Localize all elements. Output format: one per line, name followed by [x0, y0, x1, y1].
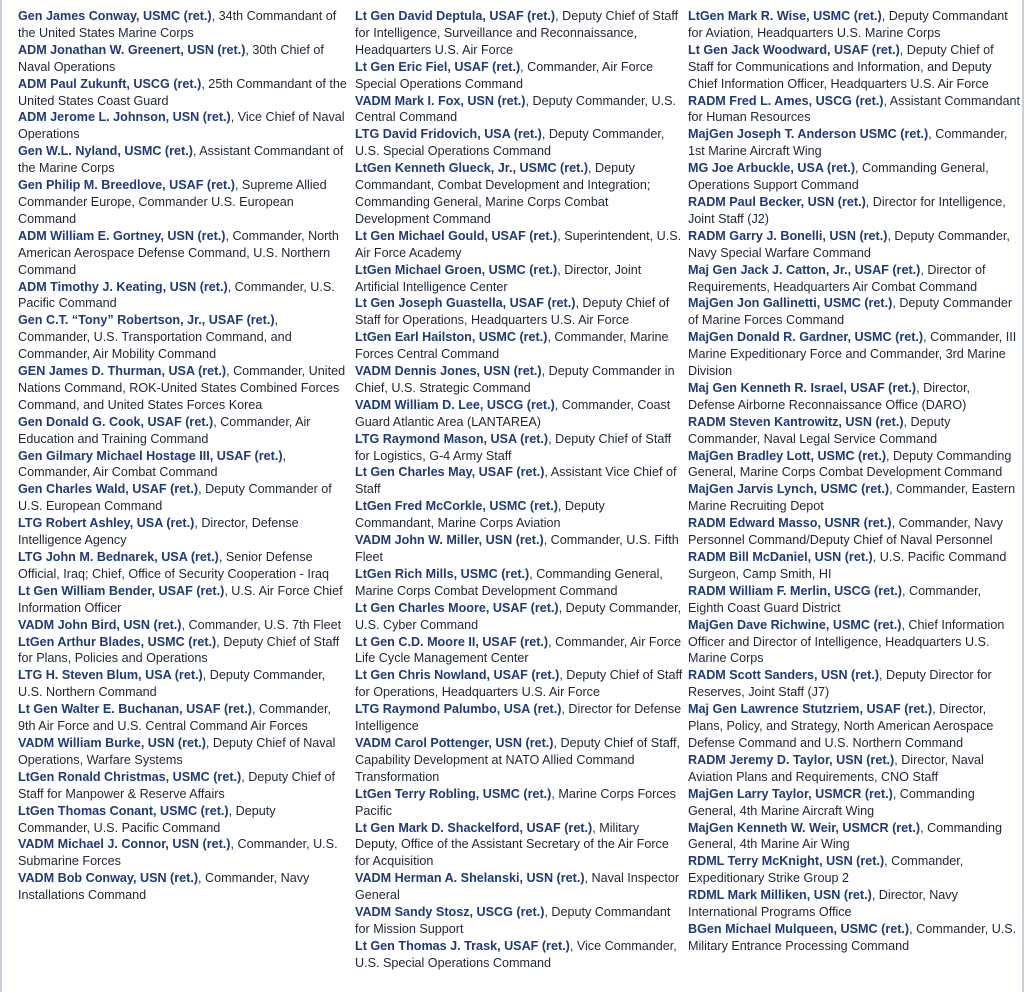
signatory-entry	[18, 481, 348, 515]
signatory-title: , Commander, 9th Air Force and U.S. Central Command Air Forces	[18, 702, 332, 734]
signatory-title: , Deputy Chief of Staff for Plans, Policies and Operations	[18, 634, 340, 666]
signatory-name: VADM Bob Conway, USN (ret.)	[18, 871, 199, 886]
signatory-title: , Deputy Commanding General, Marine Corps Combat Development Command	[688, 448, 1012, 480]
signatory-name: RADM Fred L. Ames, USCG (ret.)	[688, 93, 884, 108]
signatory-title: , Commander, U.S. 7th Fleet	[181, 617, 342, 632]
signatory-name: Gen Charles Wald, USAF (ret.)	[18, 482, 199, 497]
signatory-name: MajGen Larry Taylor, USMCR (ret.)	[688, 786, 893, 801]
signatory-entry	[688, 448, 1020, 482]
signatory-name: Gen Philip M. Breedlove, USAF (ret.)	[18, 178, 235, 193]
signatory-name: LTG Robert Ashley, USA (ret.)	[18, 516, 195, 531]
signatory-entry	[688, 752, 1020, 786]
signatory-entry	[688, 701, 1020, 752]
signatory-name: Lt Gen Thomas J. Trask, USAF (ret.)	[355, 938, 570, 953]
signatory-name: VADM John W. Miller, USN (ret.)	[355, 533, 544, 548]
signatory-name: MajGen Jarvis Lynch, USMC (ret.)	[688, 482, 890, 497]
signatory-title: , Commander, U.S. Submarine Forces	[18, 837, 338, 869]
signatory-title: , 34th Commandant of the United States Marine Corps	[18, 9, 337, 40]
signatory-title: , U.S. Air Force Chief Information Officer	[18, 583, 343, 615]
signatory-title: , Vice Chief of Naval Operations	[18, 110, 345, 142]
signatory-entry	[18, 769, 348, 803]
signatory-name: MajGen Joseph T. Anderson USMC (ret.)	[688, 127, 929, 142]
signatory-entry	[18, 177, 348, 228]
signatory-entry	[355, 532, 685, 566]
signatory-title: , Deputy Commander of Marine Forces Command	[688, 296, 1013, 328]
signatory-entry	[688, 617, 1020, 668]
signatory-name: ADM Paul Zukunft, USCG (ret.)	[18, 76, 202, 91]
signatory-entry	[355, 667, 685, 701]
signatory-title: , Director, Naval Aviation Plans and Requirements, CNO Staff	[688, 752, 984, 784]
signatory-title: , Superintendent, U.S. Air Force Academy	[355, 228, 682, 260]
signatory-title: , Commander, Navy Installations Command	[18, 871, 310, 903]
signatory-entry	[18, 448, 348, 482]
signatory-title: , Assistant Commandant of the Marine Corps	[18, 144, 344, 176]
column-1	[18, 8, 348, 904]
signatory-entry	[688, 329, 1020, 380]
signatory-entry	[18, 701, 348, 735]
signatory-name: LtGen Thomas Conant, USMC (ret.)	[18, 803, 229, 818]
signatory-entry	[18, 279, 348, 313]
signatory-entry	[688, 414, 1020, 448]
signatory-entry	[355, 228, 685, 262]
signatory-entry	[355, 363, 685, 397]
signatory-name: Lt Gen Michael Gould, USAF (ret.)	[355, 228, 558, 243]
signatory-entry	[18, 8, 348, 42]
signatory-title: , Deputy Commandant for Mission Support	[355, 905, 671, 936]
signatory-title: , Commanding General, 4th Marine Air Wing	[688, 820, 1002, 852]
signatory-title: , Deputy Chief of Staff, Capability Development at NATO Allied Command Transformation	[355, 735, 680, 784]
signatory-title: , U.S. Pacific Command Surgeon, Camp Smith, HI	[688, 550, 1007, 581]
signatory-entry	[688, 228, 1020, 262]
signatory-title: , Commander, Air Education and Training Command	[18, 414, 311, 446]
signatory-entry	[355, 600, 685, 634]
signatory-entry	[688, 853, 1020, 887]
signatory-name: Maj Gen Lawrence Stutzriem, USAF (ret.)	[688, 702, 933, 717]
signatory-entry	[688, 515, 1020, 549]
signatory-title: , Chief Information Officer and Director of Intelligence, Headquarters U.S. Marine Corps	[688, 617, 1005, 666]
signatory-title: , 30th Chief of Naval Operations	[18, 42, 324, 74]
signatory-title: , 25th Commandant of the United States Coast Guard	[18, 76, 347, 108]
signatory-title: , Commander, Eighth Coast Guard District	[688, 583, 982, 615]
signatory-entry	[355, 904, 685, 938]
signatory-title: , Commander, Expeditionary Strike Group 2	[688, 854, 964, 886]
signatory-title: , Commanding General, Marine Corps Combat Development Command	[355, 566, 663, 598]
signatory-name: LTG H. Steven Blum, USA (ret.)	[18, 668, 203, 683]
signatory-title: , Commander, III Marine Expeditionary Force and Commander, 3rd Marine Division	[688, 330, 1017, 379]
signatory-name: LtGen Mark R. Wise, USMC (ret.)	[688, 9, 882, 23]
signatory-entry	[18, 870, 348, 904]
signatory-name: MajGen Kenneth W. Weir, USMCR (ret.)	[688, 820, 921, 835]
signatory-title: , Assistant Vice Chief of Staff	[355, 465, 677, 497]
signatory-entry	[688, 42, 1020, 93]
signatory-name: MajGen Donald R. Gardner, USMC (ret.)	[688, 330, 924, 345]
signatory-name: Lt Gen Joseph Guastella, USAF (ret.)	[355, 296, 576, 311]
signatory-title: , Naval Inspector General	[355, 871, 680, 903]
signatory-entry	[688, 194, 1020, 228]
signatory-name: VADM Michael J. Connor, USN (ret.)	[18, 837, 231, 852]
signatory-title: , Deputy Chief of Staff for Logistics, G-4 Army Staff	[355, 431, 672, 463]
signatory-title: , Deputy Commander of U.S. European Command	[18, 482, 332, 514]
signatory-title: , Commander, U.S. Fifth Fleet	[355, 533, 679, 564]
signatory-entry	[688, 921, 1020, 955]
signatory-title: , Deputy Commander, Naval Legal Service Command	[688, 414, 951, 446]
signatory-title: , Commander, U.S. Pacific Command	[18, 279, 335, 311]
signatory-title: , Deputy Commander, U.S. Pacific Command	[18, 803, 276, 835]
signatory-name: LtGen Arthur Blades, USMC (ret.)	[18, 634, 217, 649]
signatory-entry	[18, 143, 348, 177]
signatory-name: ADM William E. Gortney, USN (ret.)	[18, 228, 226, 243]
signatory-entry	[688, 786, 1020, 820]
signatory-entry	[18, 312, 348, 363]
signatory-name: RADM Edward Masso, USNR (ret.)	[688, 516, 892, 531]
signatory-name: Lt Gen William Bender, USAF (ret.)	[18, 583, 225, 598]
signatory-entry	[688, 549, 1020, 583]
signatory-entry	[18, 515, 348, 549]
signatory-entry	[688, 295, 1020, 329]
signatory-entry	[355, 498, 685, 532]
signatory-title: , Military Deputy, Office of the Assistant Secretary of the Air Force for Acquisition	[355, 820, 669, 869]
signatory-title: , Director, Plans, Policy, and Strategy, North American Aerospace Defense Command and U.S. Northern Command	[688, 702, 994, 750]
signatory-name: RADM Steven Kantrowitz, USN (ret.)	[688, 414, 904, 429]
signatory-entry	[18, 583, 348, 617]
signatory-entry	[18, 109, 348, 143]
signatory-name: Lt Gen David Deptula, USAF (ret.)	[355, 9, 556, 23]
signatory-title: , Deputy Chief of Staff for Communications and Information, and Deputy Chief Information Officer, Headquarters U.S. Air Force	[688, 42, 994, 91]
signatory-title: , Commander, Air Combat Command	[18, 448, 287, 480]
signatory-entry	[355, 126, 685, 160]
signatory-name: MajGen Bradley Lott, USMC (ret.)	[688, 448, 887, 463]
signatory-entry	[688, 262, 1020, 296]
signatory-name: RDML Mark Milliken, USN (ret.)	[688, 888, 872, 903]
signatory-title: , Deputy Commandant, Combat Development and Integration; Commanding General, Marine Corps Combat Development Command	[355, 161, 651, 226]
signatory-title: , Commander, Air Force Special Operations Command	[355, 59, 654, 91]
signatory-entry	[355, 820, 685, 871]
signatory-title: , Commanding General, Operations Support Command	[688, 161, 989, 193]
signatory-name: Lt Gen Charles May, USAF (ret.)	[355, 465, 545, 480]
signatory-entry	[688, 583, 1020, 617]
signatory-title: , Vice Commander, U.S. Special Operations Command	[355, 938, 677, 970]
signatory-entry	[355, 262, 685, 296]
signatory-name: ADM Jonathan W. Greenert, USN (ret.)	[18, 42, 246, 57]
signatory-name: Gen James Conway, USMC (ret.)	[18, 9, 212, 23]
signatory-name: ADM Timothy J. Keating, USN (ret.)	[18, 279, 228, 294]
signatory-name: Gen Donald G. Cook, USAF (ret.)	[18, 414, 214, 429]
signatory-name: Lt Gen Walter E. Buchanan, USAF (ret.)	[18, 702, 252, 717]
signatory-entry	[18, 42, 348, 76]
signatory-name: Gen Gilmary Michael Hostage III, USAF (ret.)	[18, 448, 283, 463]
signatory-name: MG Joe Arbuckle, USA (ret.)	[688, 161, 856, 176]
signatory-name: BGen Michael Mulqueen, USMC (ret.)	[688, 921, 910, 936]
signatory-title: , Commander, Navy Personnel Command/Deputy Chief of Naval Personnel	[688, 516, 1003, 548]
signatory-name: LTG David Fridovich, USA (ret.)	[355, 127, 542, 142]
signatory-entry	[688, 126, 1020, 160]
signatory-entry	[18, 803, 348, 837]
signatory-entry	[355, 59, 685, 93]
signatory-name: ADM Jerome L. Johnson, USN (ret.)	[18, 110, 231, 125]
signatory-title: , Director, Navy International Programs Office	[688, 888, 958, 920]
signatory-name: Lt Gen Chris Nowland, USAF (ret.)	[355, 668, 560, 683]
signatory-title: , Commanding General, 4th Marine Aircraft Wing	[688, 786, 975, 818]
signatory-entry	[688, 380, 1020, 414]
signatory-title: , Supreme Allied Commander Europe, Commander U.S. European Command	[18, 178, 327, 226]
signatory-title: , Senior Defense Official, Iraq; Chief, Office of Security Cooperation - Iraq	[18, 550, 330, 581]
signatory-name: LtGen Rich Mills, USMC (ret.)	[355, 566, 530, 581]
signatory-entry	[355, 735, 685, 786]
signatory-title: , Commander, Air Force Life Cycle Management Center	[355, 634, 682, 666]
signatory-name: LtGen Michael Groen, USMC (ret.)	[355, 262, 558, 277]
signatory-name: VADM Carol Pottenger, USN (ret.)	[355, 735, 554, 750]
signatory-title: , Director of Requirements, Headquarters Air Combat Command	[688, 262, 986, 294]
signatory-title: , Director for Defense Intelligence	[355, 702, 682, 734]
signatory-title: , Deputy Chief of Staff for Intelligence, Surveillance and Reconnaissance, Headquarters U.S. Air Force	[355, 9, 679, 57]
signatory-title: , Deputy Commander, U.S. Cyber Command	[355, 600, 682, 632]
signatory-entry	[688, 820, 1020, 854]
signatory-name: LTG Raymond Mason, USA (ret.)	[355, 431, 549, 446]
signatory-entry	[18, 549, 348, 583]
signatory-name: RADM Bill McDaniel, USN (ret.)	[688, 550, 873, 564]
signatory-name: Gen W.L. Nyland, USMC (ret.)	[18, 144, 193, 159]
signatory-entry	[355, 701, 685, 735]
signatory-title: , Deputy Commandant for Aviation, Headquarters U.S. Marine Corps	[688, 9, 1008, 40]
signatory-title: , Director, Defense Intelligence Agency	[18, 516, 299, 548]
signatory-title: , Deputy Commandant, Marine Corps Aviation	[355, 499, 605, 531]
signatory-entry	[688, 160, 1020, 194]
signatory-entry	[18, 735, 348, 769]
signatory-name: LTG John M. Bednarek, USA (ret.)	[18, 550, 219, 564]
signatory-title: , Commander, North American Aerospace Defense Command, U.S. Northern Command	[18, 228, 339, 277]
signatory-title: , Deputy Commander, U.S. Special Operations Command	[355, 127, 665, 159]
signatory-entry	[688, 887, 1020, 921]
signatory-title: , Deputy Chief of Staff for Operations, Headquarters U.S. Air Force	[355, 668, 683, 700]
signatory-name: LtGen Fred McCorkle, USMC (ret.)	[355, 499, 558, 514]
signatory-name: MajGen Dave Richwine, USMC (ret.)	[688, 617, 902, 632]
signatory-name: RDML Terry McKnight, USN (ret.)	[688, 854, 885, 869]
signatory-entry	[355, 786, 685, 820]
signatory-entry	[18, 617, 348, 634]
signatory-title: , Commander, Marine Forces Central Command	[355, 330, 669, 362]
signatory-entry	[355, 870, 685, 904]
signatory-entry	[355, 295, 685, 329]
signatory-name: LtGen Terry Robling, USMC (ret.)	[355, 786, 552, 801]
signatory-name: VADM John Bird, USN (ret.)	[18, 617, 182, 632]
signatory-entry	[355, 160, 685, 228]
signatory-name: GEN James D. Thurman, USA (ret.)	[18, 364, 227, 379]
signatory-name: Gen C.T. “Tony” Robertson, Jr., USAF (ret.)	[18, 313, 275, 328]
column-3	[688, 8, 1020, 955]
signatory-title: , Commander, 1st Marine Aircraft Wing	[688, 127, 1008, 159]
signatory-name: LtGen Kenneth Glueck, Jr., USMC (ret.)	[355, 161, 589, 176]
signatory-title: , Assistant Commandant for Human Resources	[688, 93, 1020, 125]
signatory-name: VADM William Burke, USN (ret.)	[18, 735, 206, 750]
signatory-entry	[18, 414, 348, 448]
signatory-entry	[355, 464, 685, 498]
signatory-entry	[688, 481, 1020, 515]
signatory-name: VADM Herman A. Shelanski, USN (ret.)	[355, 871, 585, 886]
signatory-entry	[18, 228, 348, 279]
signatory-entry	[355, 329, 685, 363]
signatory-title: , Deputy Commander, Navy Special Warfare Command	[688, 228, 1010, 260]
signatory-name: Maj Gen Jack J. Catton, Jr., USAF (ret.)	[688, 262, 921, 277]
signatory-name: RADM Scott Sanders, USN (ret.)	[688, 668, 880, 683]
signatory-entry	[18, 363, 348, 414]
signatory-entry	[355, 431, 685, 465]
signatory-entry	[18, 836, 348, 870]
signatory-title: , Commander, Coast Guard Atlantic Area (LANTAREA)	[355, 397, 671, 429]
signatory-name: MajGen Jon Gallinetti, USMC (ret.)	[688, 296, 893, 311]
signatory-title: , Director, Defense Airborne Reconnaissance Office (DARO)	[688, 380, 971, 412]
signatory-title: , Deputy Chief of Staff for Operations, Headquarters U.S. Air Force	[355, 296, 670, 328]
signatory-entry	[18, 634, 348, 668]
signatory-name: Lt Gen Jack Woodward, USAF (ret.)	[688, 42, 900, 57]
signatory-name: VADM William D. Lee, USCG (ret.)	[355, 397, 555, 412]
signatory-entry	[688, 667, 1020, 701]
signatory-entry	[18, 76, 348, 110]
signatory-entry	[688, 8, 1020, 42]
signatory-name: VADM Sandy Stosz, USCG (ret.)	[355, 905, 545, 920]
signatory-name: Lt Gen Mark D. Shackelford, USAF (ret.)	[355, 820, 593, 835]
signatory-entry	[688, 93, 1020, 127]
signatory-entry	[355, 634, 685, 668]
signatory-entry	[355, 93, 685, 127]
signatory-name: Maj Gen Kenneth R. Israel, USAF (ret.)	[688, 380, 917, 395]
signatory-title: , Commander, United Nations Command, ROK-United States Combined Forces Command, and United States Forces Korea	[18, 364, 346, 412]
signatory-name: VADM Dennis Jones, USN (ret.)	[355, 364, 542, 379]
signatory-title: , Deputy Director for Reserves, Joint Staff (J7)	[688, 668, 992, 700]
signatory-title: , Director, Joint Artificial Intelligence Center	[355, 262, 642, 294]
signatory-title: , Marine Corps Forces Pacific	[355, 786, 676, 818]
signatory-name: LTG Raymond Palumbo, USA (ret.)	[355, 702, 562, 717]
signatory-title: , Commander, Eastern Marine Recruiting Depot	[688, 482, 1016, 514]
signatory-name: RADM William F. Merlin, USCG (ret.)	[688, 583, 902, 598]
signatory-name: LtGen Earl Hailston, USMC (ret.)	[355, 330, 548, 345]
signatory-name: LtGen Ronald Christmas, USMC (ret.)	[18, 769, 242, 784]
signatory-entry	[18, 667, 348, 701]
signatory-name: RADM Garry J. Bonelli, USN (ret.)	[688, 228, 888, 243]
signatory-title: , Deputy Chief of Naval Operations, Warfare Systems	[18, 735, 336, 767]
signatory-title: , Director for Intelligence, Joint Staff (J2)	[688, 194, 1006, 226]
signatory-entry	[355, 8, 685, 59]
signatory-entry	[355, 938, 685, 972]
column-2	[355, 8, 685, 972]
signatory-name: VADM Mark I. Fox, USN (ret.)	[355, 93, 526, 108]
signatory-entry	[355, 566, 685, 600]
signatory-title: , Commander, U.S. Transportation Command, and Commander, Air Mobility Command	[18, 313, 292, 362]
signatory-name: RADM Paul Becker, USN (ret.)	[688, 194, 866, 209]
signatory-entry	[355, 397, 685, 431]
signatory-name: RADM Jeremy D. Taylor, USN (ret.)	[688, 752, 895, 767]
signatory-title: , Deputy Commander, U.S. Central Command	[355, 93, 677, 125]
signatory-title: , Deputy Commander in Chief, U.S. Strategic Command	[355, 364, 675, 395]
signatory-name: Lt Gen Eric Fiel, USAF (ret.)	[355, 59, 521, 74]
signatory-name: Lt Gen Charles Moore, USAF (ret.)	[355, 600, 559, 615]
signatory-title: , Commander, U.S. Military Entrance Processing Command	[688, 921, 1017, 953]
signatory-title: , Deputy Chief of Staff for Manpower & Reserve Affairs	[18, 769, 336, 801]
signatory-title: , Deputy Commander, U.S. Northern Command	[18, 668, 326, 700]
signatory-name: Lt Gen C.D. Moore II, USAF (ret.)	[355, 634, 549, 649]
